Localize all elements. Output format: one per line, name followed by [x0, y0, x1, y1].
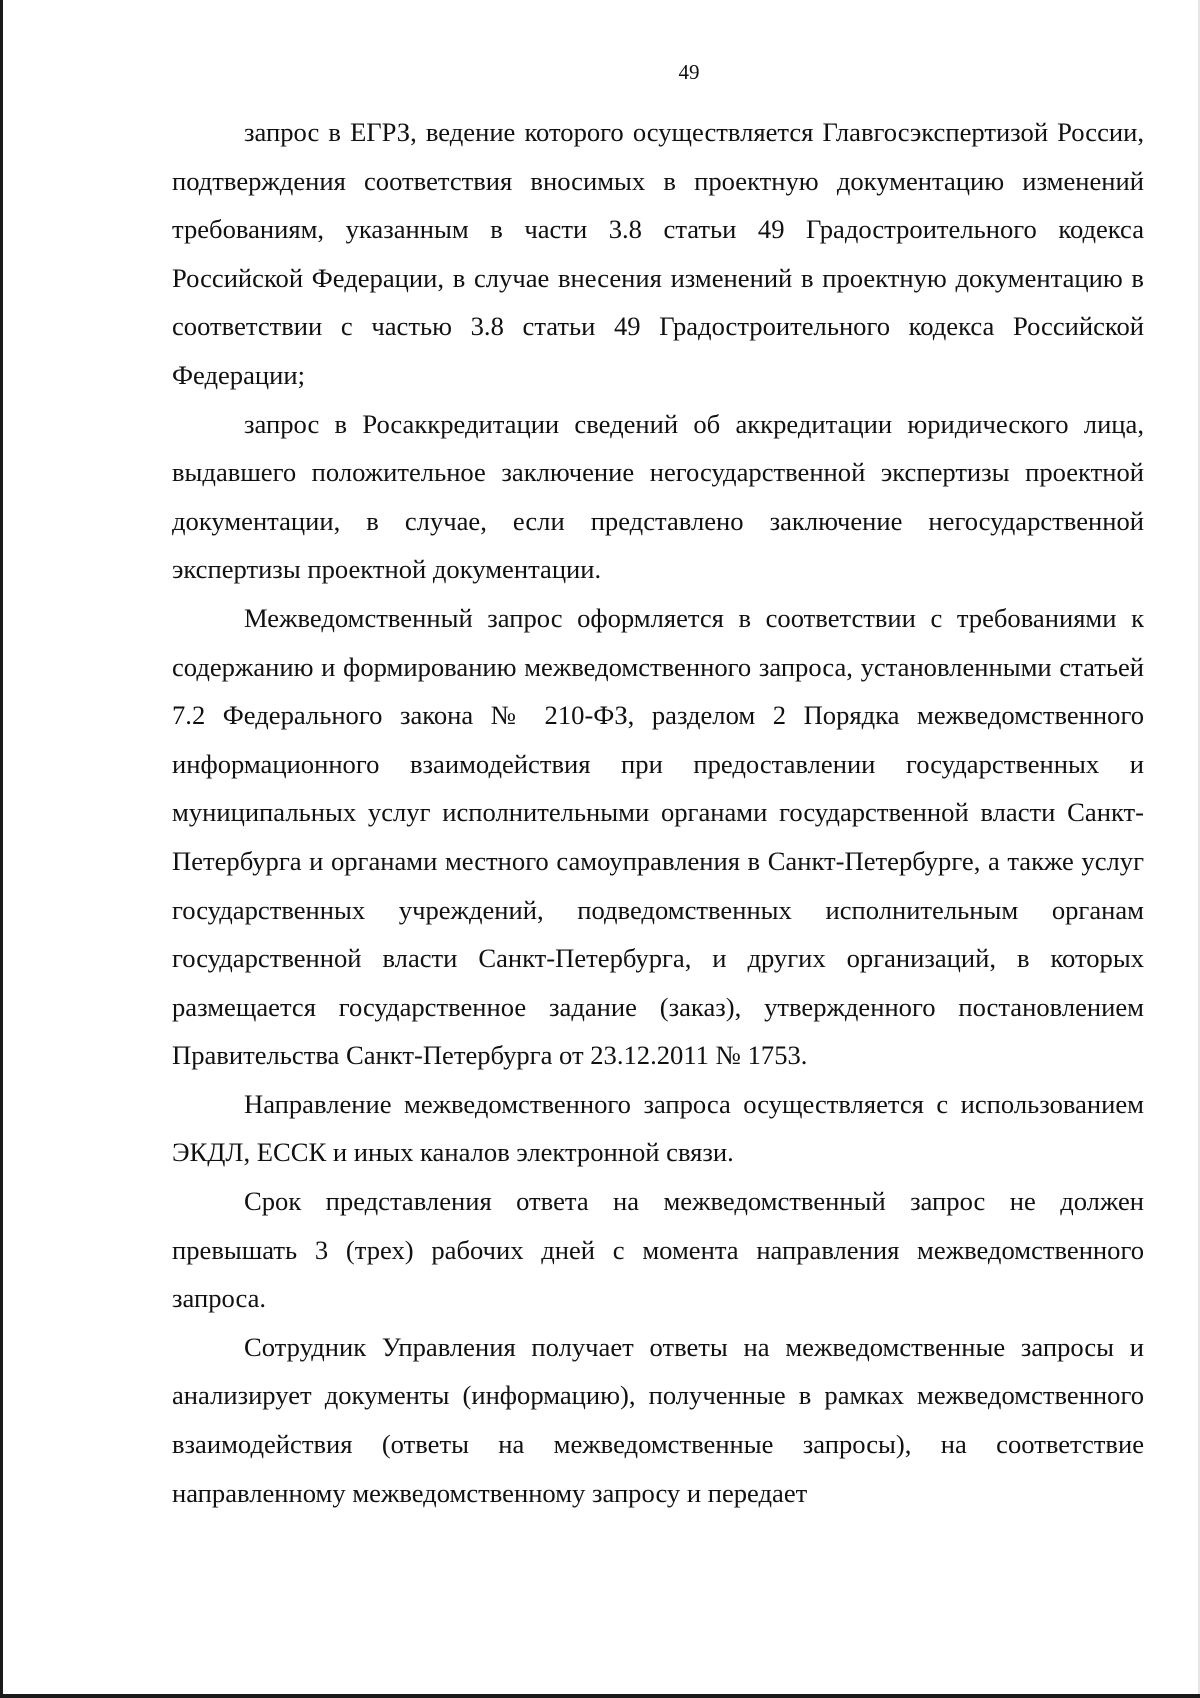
left-border-line [0, 0, 3, 1698]
page-number: 49 [678, 60, 700, 84]
paragraph-request-channels: Направление межведомственного запроса осуществляется с использованием ЭКДЛ, ЕССК и иных каналов электронной связи. [172, 1088, 1144, 1168]
paragraph-interagency-request-format: Межведомственный запрос оформляется в соответствии с требованиями к содержанию и формированию межведомственного запроса, установленными статьей 7.2 Федерального закона № 210-ФЗ, разделом 2 Порядка межведомственного информационного взаимодействия при предоставлении государственных и муниципальных услуг исполнительными органами государственной власти Санкт-Петербурга и органами местного самоуправления в Санкт-Петербурге, а также услуг государственных учреждений, подведомственных исполнительным органам государственной власти Санкт-Петербурга, и других организаций, в которых размещается государственное задание (заказ), утвержденного постановлением Правительства Санкт-Петербурга от 23.12.2011 № 1753. [172, 602, 1144, 1071]
paragraph-response-deadline: Срок представления ответа на межведомственный запрос не должен превышать 3 (трех) рабочих дней с момента направления межведомственного запроса. [172, 1186, 1144, 1314]
paragraph-response-analysis: Сотрудник Управления получает ответы на межведомственные запросы и анализирует документы (информацию), полученные в рамках межведомственного взаимодействия (ответы на межведомственные запросы), на соответствие направленному межведомственному запросу и передает [172, 1331, 1144, 1508]
bottom-border-line [0, 1694, 1200, 1698]
paragraph-egrz-request: запрос в ЕГРЗ, ведение которого осуществляется Главгосэкспертизой России, подтверждения соответствия вносимых в проектную документацию изменений требованиям, указанным в части 3.8 статьи 49 Градостроительного кодекса Российской Федерации, в случае внесения изменений в проектную документацию в соответствии с частью 3.8 статьи 49 Градостроительного кодекса Российской Федерации; [172, 117, 1144, 390]
document-body [172, 108, 1144, 1517]
paragraph-rosaccreditation-request: запрос в Росаккредитации сведений об аккредитации юридического лица, выдавшего положительное заключение негосударственной экспертизы проектной документации, в случае, если представлено заключение негосударственной экспертизы проектной документации. [172, 408, 1144, 585]
